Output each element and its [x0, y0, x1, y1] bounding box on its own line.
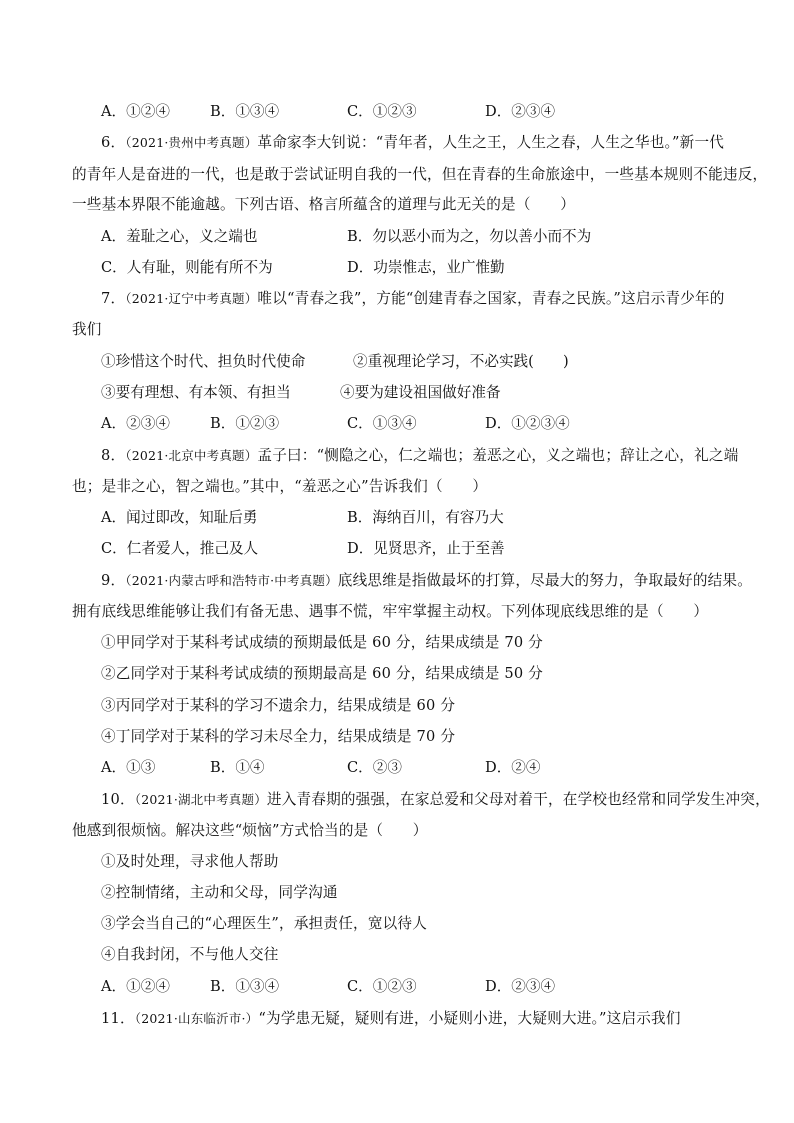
q7-item-1: ①珍惜这个时代、担负时代使命: [101, 353, 306, 370]
q9-source: （2021·内蒙古呼和浩特市·中考真题）: [125, 573, 338, 588]
q6-number: 6．: [101, 134, 126, 151]
q7-option-c[interactable]: C．①③④: [347, 415, 417, 432]
q6-option-d[interactable]: D．功崇惟志，业广惟勤: [347, 259, 505, 276]
q6-option-a[interactable]: A．羞耻之心，义之端也: [101, 228, 258, 245]
q10-stem-line-1: [101, 790, 770, 810]
q10-option-a[interactable]: A．①②④: [101, 978, 170, 995]
q6-stem-text-1: 革命家李大钊说：“青年者，人生之王，人生之春，人生之华也。”新一代: [257, 134, 725, 151]
q5-option-b[interactable]: B．①③④: [210, 103, 280, 120]
q8-option-d[interactable]: D．见贤思齐，止于至善: [347, 540, 505, 557]
q10-number: 10．: [101, 791, 135, 808]
q9-item-4: ④丁同学对于某科的学习未尽全力，结果成绩是 70 分: [101, 728, 456, 745]
q8-option-a[interactable]: A．闻过即改，知耻后勇: [101, 509, 258, 526]
q9-item-2: ②乙同学对于某科考试成绩的预期最高是 60 分，结果成绩是 50 分: [101, 665, 543, 682]
q8-stem-text-1: 孟子曰：“恻隐之心，仁之端也；羞恶之心，义之端也；辞让之心，礼之端: [257, 447, 739, 464]
q7-option-b[interactable]: B．①②③: [210, 415, 280, 432]
q9-option-c[interactable]: C．②③: [347, 759, 402, 776]
q9-option-d[interactable]: D．②④: [485, 759, 541, 776]
q11-source: （2021·山东临沂市·）: [134, 1011, 259, 1026]
q9-stem-text-1: 底线思维是指做最坏的打算，尽最大的努力，争取最好的结果。: [337, 572, 753, 589]
q9-item-1: ①甲同学对于某科考试成绩的预期最低是 60 分，结果成绩是 70 分: [101, 634, 543, 651]
q6-option-b[interactable]: B．勿以恶小而为之，勿以善小而不为: [347, 228, 592, 245]
q6-source: （2021·贵州中考真题）: [125, 135, 258, 150]
q9-stem-line-1: [101, 571, 752, 591]
q7-item-3: ③要有理想、有本领、有担当: [101, 384, 291, 401]
q7-option-d[interactable]: D．①②③④: [485, 415, 570, 432]
q10-stem-line-2: 他感到很烦恼。解决这些“烦恼”方式恰当的是（ ）: [72, 822, 428, 839]
q5-option-c[interactable]: C．①②③: [347, 103, 417, 120]
q10-source: （2021·湖北中考真题）: [134, 792, 267, 807]
q7-item-2: ②重视理论学习，不必实践( ): [353, 353, 569, 370]
q10-stem-text-1: 进入青春期的强强，在家总爱和父母对着干，在学校也经常和同学发生冲突，: [266, 791, 770, 808]
q8-source: （2021·北京中考真题）: [125, 448, 258, 463]
q7-stem-line-2: 我们: [72, 321, 102, 338]
q8-stem-line-1: [101, 446, 739, 466]
q7-option-a[interactable]: A．②③④: [101, 415, 170, 432]
q10-option-c[interactable]: C．①②③: [347, 978, 417, 995]
q10-item-1: ①及时处理，寻求他人帮助: [101, 853, 279, 870]
q11-stem-text-1: “为学患无疑，疑则有进，小疑则小进，大疑则大进。”这启示我们: [258, 1010, 681, 1027]
q10-option-d[interactable]: D．②③④: [485, 978, 556, 995]
q10-item-4: ④自我封闭，不与他人交往: [101, 946, 279, 963]
q6-stem-line-1: [101, 133, 724, 153]
q10-item-2: ②控制情绪，主动和父母，同学沟通: [101, 884, 338, 901]
q8-number: 8．: [101, 447, 126, 464]
q9-item-3: ③丙同学对于某科的学习不遗余力，结果成绩是 60 分: [101, 697, 456, 714]
q6-stem-line-2: 的青年人是奋进的一代，也是敢于尝试证明自我的一代，但在青春的生命旅途中，一些基本规则不能违反，: [72, 166, 768, 183]
q9-option-a[interactable]: A．①③: [101, 759, 156, 776]
q10-item-3: ③学会当自己的“心理医生”，承担责任，宽以待人: [101, 915, 427, 932]
q7-stem-text-1: 唯以“青春之我”，方能“创建青春之国家，青春之民族。”这启示青少年的: [257, 290, 725, 307]
q8-option-b[interactable]: B．海纳百川，有容乃大: [347, 509, 504, 526]
q11-number: 11．: [101, 1010, 135, 1027]
q9-number: 9．: [101, 572, 126, 589]
q7-item-4: ④要为建设祖国做好准备: [340, 384, 501, 401]
q10-option-b[interactable]: B．①③④: [210, 978, 280, 995]
q7-stem-line-1: [101, 289, 725, 309]
q11-stem-line-1: [101, 1009, 681, 1029]
q6-option-c[interactable]: C．人有耻，则能有所不为: [101, 259, 273, 276]
q9-option-b[interactable]: B．①④: [210, 759, 265, 776]
q7-source: （2021·辽宁中考真题）: [125, 291, 258, 306]
q5-option-d[interactable]: D．②③④: [485, 103, 556, 120]
q6-stem-line-3: 一些基本界限不能逾越。下列古语、格言所蕴含的道理与此无关的是（ ）: [72, 196, 575, 213]
q8-option-c[interactable]: C．仁者爱人，推己及人: [101, 540, 259, 557]
q7-number: 7．: [101, 290, 126, 307]
q5-option-a[interactable]: A．①②④: [101, 103, 170, 120]
q9-stem-line-2: 拥有底线思维能够让我们有备无患、遇事不慌，牢牢掌握主动权。下列体现底线思维的是（ ）: [72, 603, 709, 620]
q8-stem-line-2: 也；是非之心，智之端也。”其中，“羞恶之心”告诉我们（ ）: [72, 478, 488, 495]
